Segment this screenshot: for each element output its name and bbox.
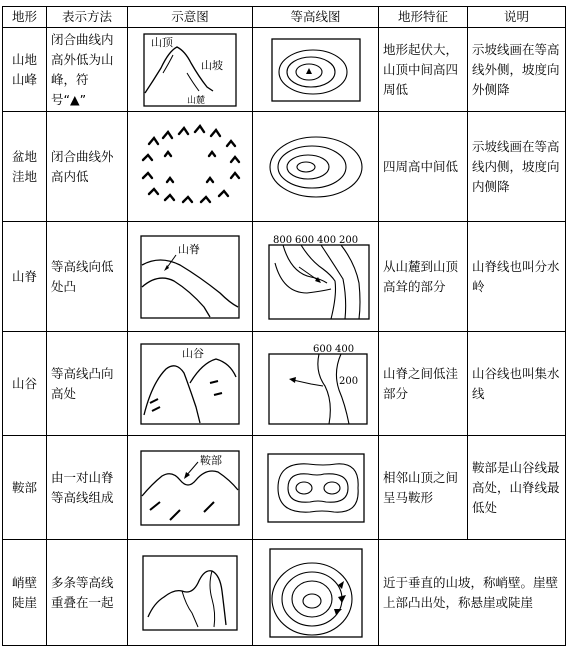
ridge-diagram xyxy=(140,235,240,319)
contour-label: 400 xyxy=(334,343,354,355)
contour-label: 600 xyxy=(312,343,332,355)
note-cell: 示坡线画在等高线外侧，坡度向外侧降 xyxy=(468,28,566,112)
table-row xyxy=(3,28,566,112)
method-cell: 闭合曲线内高外低为山峰，符号“▲” xyxy=(47,28,128,112)
landform-cell: 盆地洼地 xyxy=(3,112,47,222)
saddle-diagram xyxy=(140,450,240,526)
contour-cell xyxy=(253,28,379,112)
method-cell: 闭合曲线外高内低 xyxy=(47,112,128,222)
contour-cell xyxy=(253,112,379,222)
method-cell: 由一对山脊等高线组成 xyxy=(47,436,128,540)
header-feature: 地形特征 xyxy=(379,7,468,28)
landform-cell: 山谷 xyxy=(3,332,47,436)
diagram-cell xyxy=(128,112,253,222)
feature-cell: 相邻山顶之间呈马鞍形 xyxy=(379,436,468,540)
method-cell: 等高线凸向高处 xyxy=(47,332,128,436)
diagram-label: 山谷 xyxy=(182,346,204,360)
landform-table xyxy=(2,6,566,646)
landform-cell: 鞍部 xyxy=(3,436,47,540)
feature-cell: 地形起伏大，山顶中间高四周低 xyxy=(379,28,468,112)
feature-cell: 山脊之间低洼部分 xyxy=(379,332,468,436)
feature-note-cell: 近于垂直的山坡，称峭壁。崖壁上部凸出处，称悬崖或陡崖 xyxy=(379,540,566,646)
diagram-label: 山麓 xyxy=(187,95,206,106)
diagram-cell xyxy=(128,28,253,112)
cliff-diagram xyxy=(142,555,238,631)
diagram-label: 山脊 xyxy=(178,242,200,256)
table-row xyxy=(3,436,566,540)
peak-contour xyxy=(271,38,361,102)
contour-cell xyxy=(253,540,379,646)
diagram-cell xyxy=(128,436,253,540)
feature-cell: 四周高中间低 xyxy=(379,112,468,222)
header-note: 说明 xyxy=(468,7,566,28)
table-row xyxy=(3,222,566,332)
header-method: 表示方法 xyxy=(47,7,128,28)
method-cell: 等高线向低处凸 xyxy=(47,222,128,332)
diagram-cell xyxy=(128,222,253,332)
contour-label: 600 xyxy=(294,234,314,246)
diagram-cell xyxy=(128,540,253,646)
contour-label: 200 xyxy=(338,234,358,246)
contour-cell xyxy=(253,332,379,436)
diagram-label: 山坡 xyxy=(201,58,223,72)
feature-cell: 从山麓到山顶高耸的部分 xyxy=(379,222,468,332)
contour-label: 200 xyxy=(338,375,358,387)
valley-diagram xyxy=(140,343,240,425)
cliff-contour xyxy=(268,547,364,639)
note-cell: 山脊线也叫分水岭 xyxy=(468,222,566,332)
contour-cell xyxy=(253,222,379,332)
note-cell: 示坡线画在等高线内侧，坡度向内侧降 xyxy=(468,112,566,222)
peak-diagram xyxy=(143,33,237,107)
table-row xyxy=(3,332,566,436)
landform-cell: 峭壁陡崖 xyxy=(3,540,47,646)
diagram-label: 鞍部 xyxy=(200,453,222,467)
note-cell: 山谷线也叫集水线 xyxy=(468,332,566,436)
landform-cell: 山地山峰 xyxy=(3,28,47,112)
basin-diagram xyxy=(135,122,245,212)
table-row xyxy=(3,112,566,222)
diagram-label: 山顶 xyxy=(151,35,173,49)
note-cell: 鞍部是山谷线最高处，山脊线最低处 xyxy=(468,436,566,540)
diagram-cell xyxy=(128,332,253,436)
method-cell: 多条等高线重叠在一起 xyxy=(47,540,128,646)
table-row xyxy=(3,540,566,646)
header-row xyxy=(3,7,566,28)
saddle-contour xyxy=(264,452,368,524)
contour-label: 800 xyxy=(272,234,292,246)
contour-label: 400 xyxy=(316,234,336,246)
header-diagram: 示意图 xyxy=(128,7,253,28)
basin-contour xyxy=(266,132,366,202)
landform-cell: 山脊 xyxy=(3,222,47,332)
valley-contour xyxy=(263,342,369,426)
header-landform: 地形 xyxy=(3,7,47,28)
header-contour: 等高线图 xyxy=(253,7,379,28)
contour-cell xyxy=(253,436,379,540)
ridge-contour xyxy=(261,233,371,321)
